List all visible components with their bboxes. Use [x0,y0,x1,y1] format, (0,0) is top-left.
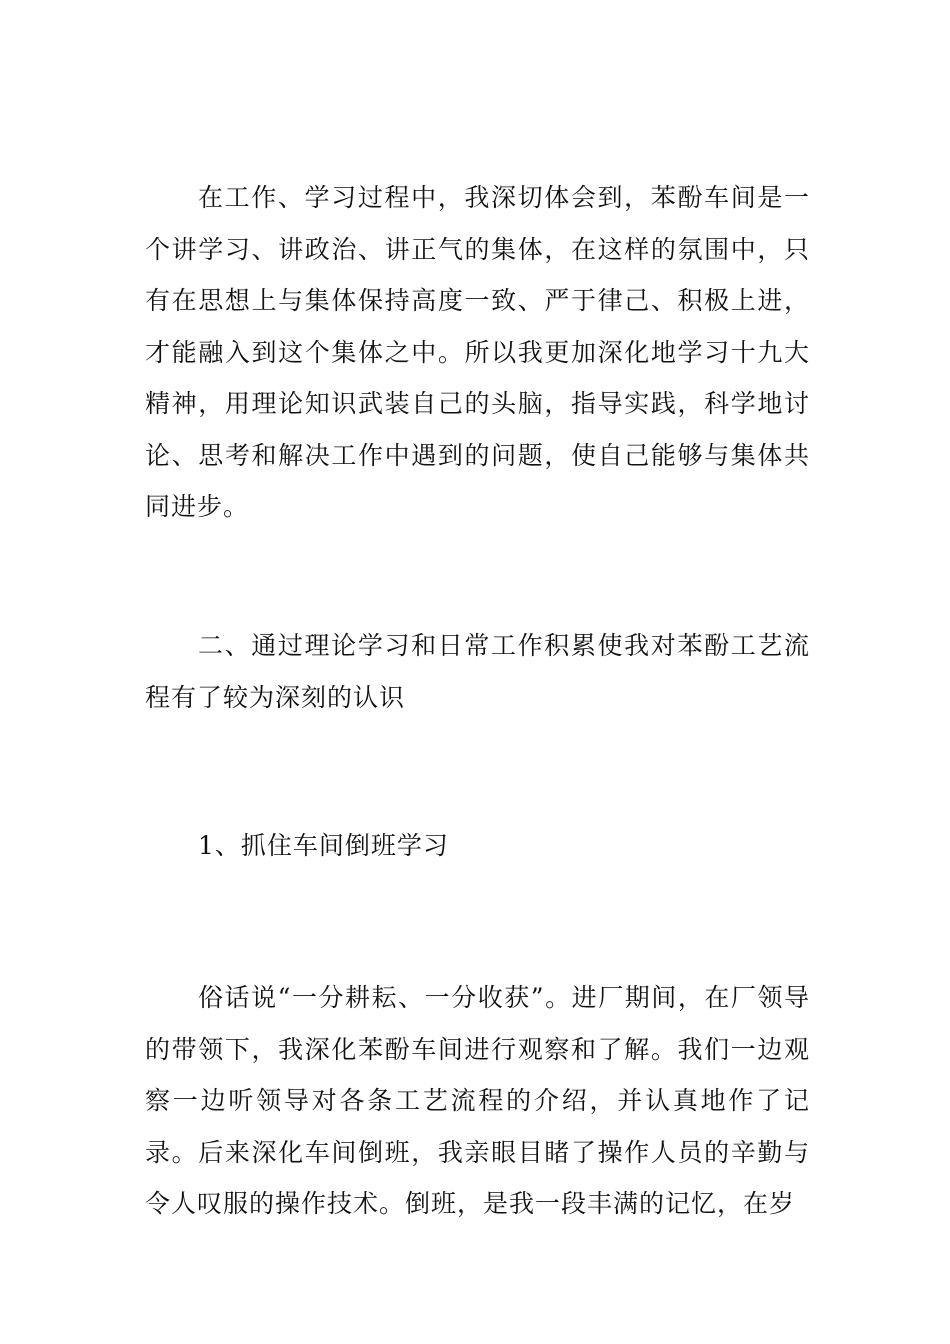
section-heading: 二、通过理论学习和日常工作积累使我对苯酚工艺流程有了较为深刻的认识 [145,631,810,712]
body-paragraph: 在工作、学习过程中，我深切体会到，苯酚车间是一个讲学习、讲政治、讲正气的集体，在这样的氛围中，只有在思想上与集体保持高度一致、严于律己、积极上进，才能融入到这个集体之中。所以我更加深化地学习十九大精神，用理论知识武装自己的头脑，指导实践，科学地讨论、思考和解决工作中遇到的问题，使自己能够与集体共同进步。 [145,183,810,521]
sub-heading: 1、抓住车间倒班学习 [198,831,449,860]
body-paragraph: 俗话说“一分耕耘、一分收获”。进厂期间，在厂领导的带领下，我深化苯酚车间进行观察和了解。我们一边观察一边听领导对各条工艺流程的介绍，并认真地作了记录。后来深化车间倒班，我亲眼目睹了操作人员的辛勤与令人叹服的操作技术。倒班，是我一段丰满的记忆，在岁 [145,983,810,1218]
